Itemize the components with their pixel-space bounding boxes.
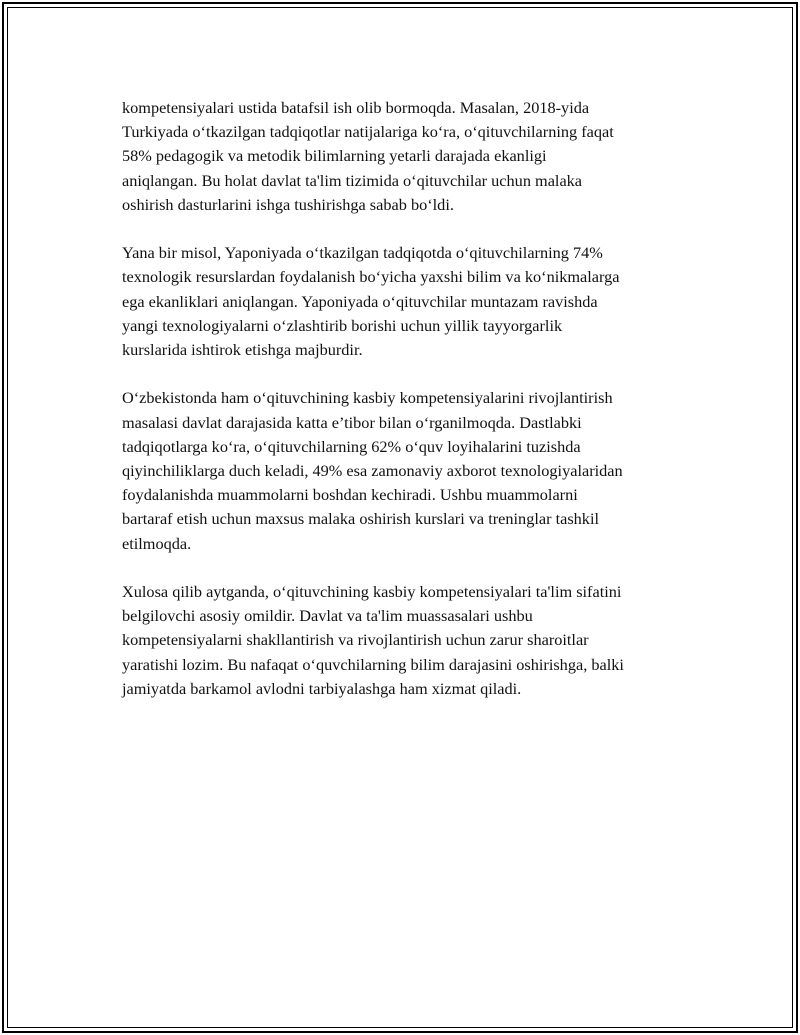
- paragraph-3: O‘zbekistonda ham o‘qituvchining kasbiy kompetensiyalarini rivojlantirish masalasi davlat darajasida katta e’tibor bilan o‘rganilmoqda. Dastlabki tadqiqotlarga ko‘ra, o‘qituvchilarning 62% o‘quv loyihalarini tuzishda qiyinchiliklarga duch keladi, 49% esa zamonaviy axborot texnologiyalaridan foydalanishda muammolarni boshdan kechiradi. Ushbu muammolarni bartaraf etish uchun maxsus malaka oshirish kurslari va treninglar tashkil etilmoqda.: [122, 388, 623, 553]
- page-border: [2, 2, 798, 1033]
- paragraph-2: Yana bir misol, Yaponiyada o‘tkazilgan tadqiqotda o‘qituvchilarning 74% texnologik resurslardan foydalanish bo‘yicha yaxshi bilim va ko‘nikmalarga ega ekanliklari aniqlangan. Yaponiyada o‘qituvchilar muntazam ravishda yangi texnologiyalarni o‘zlashtirib borishi uchun yillik tayyorgarlik kurslarida ishtirok etishga majburdir.: [122, 243, 620, 360]
- paragraph-4: Xulosa qilib aytganda, o‘qituvchining kasbiy kompetensiyalari ta'lim sifatini belgilovchi asosiy omildir. Davlat va ta'lim muassasalari ushbu kompetensiyalarni shakllantirish va rivojlantirish uchun zarur sharoitlar yaratishi lozim. Bu nafaqat o‘quvchilarning bilim darajasini oshirishga, balki jamiyatda barkamol avlodni tarbiyalashga ham xizmat qiladi.: [122, 582, 624, 698]
- document-body: [122, 96, 692, 725]
- paragraph-1: kompetensiyalari ustida batafsil ish olib bormoqda. Masalan, 2018-yida Turkiyada o‘tkazilgan tadqiqotlar natijalariga ko‘ra, o‘qituvchilarning faqat 58% pedagogik va metodik bilimlarning yetarli darajada ekanligi aniqlangan. Bu holat davlat ta'lim tizimida o‘qituvchilar uchun malaka oshirish dasturlarini ishga tushirishga sabab bo‘ldi.: [122, 98, 614, 214]
